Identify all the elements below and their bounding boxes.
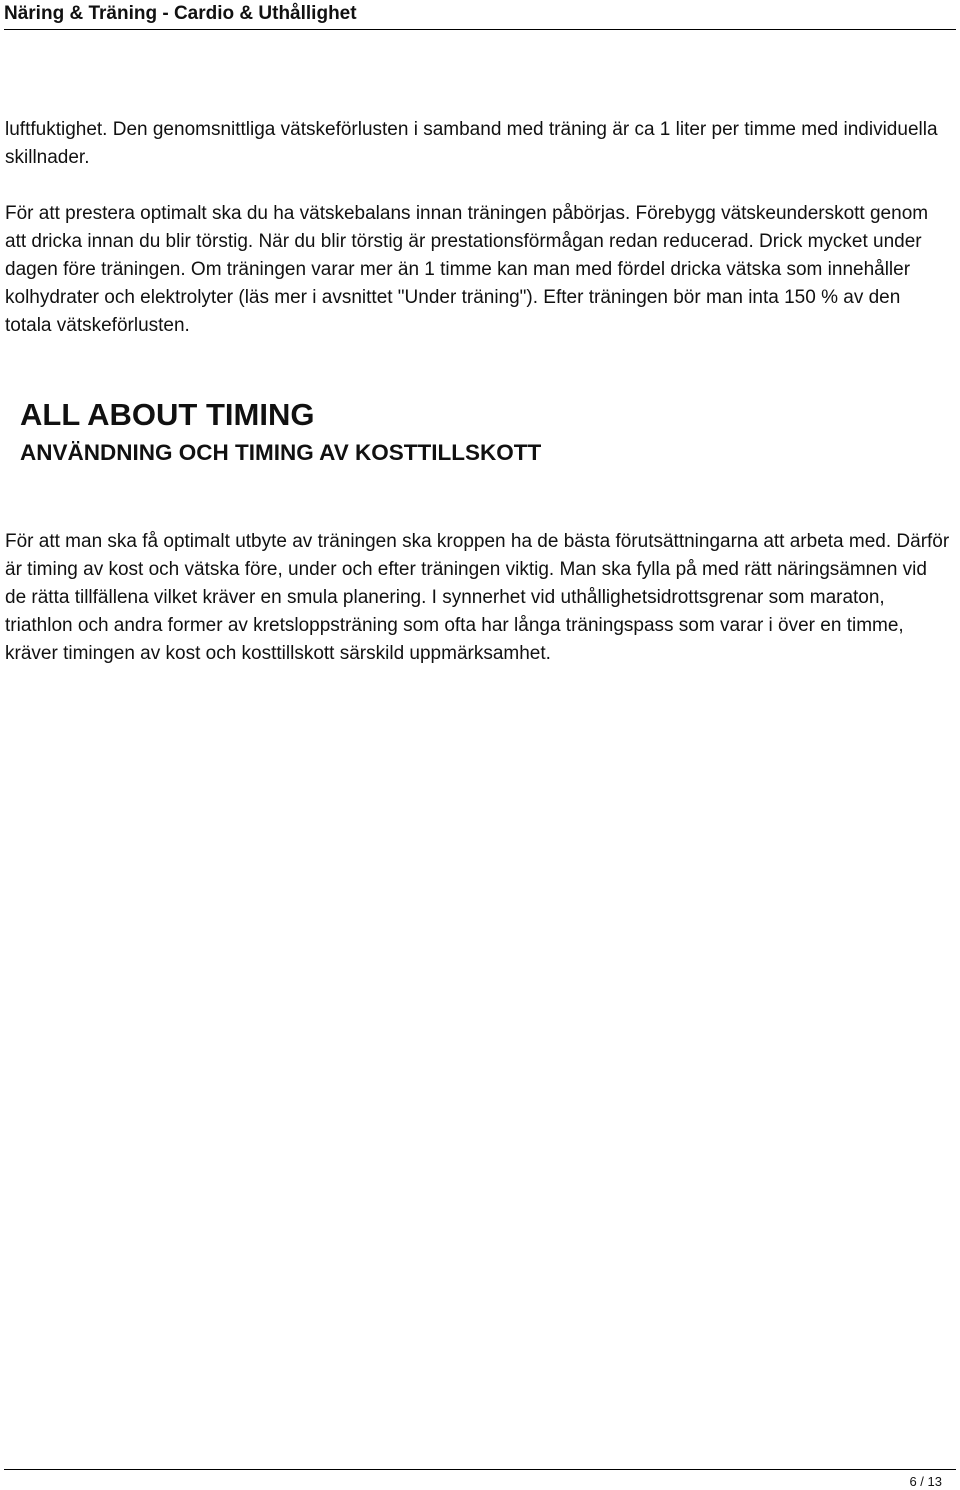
document-title: Näring & Träning - Cardio & Uthållighet (4, 3, 357, 24)
page-number: 6 / 13 (909, 1474, 942, 1489)
body-paragraph-fluid-loss: luftfuktighet. Den genomsnittliga vätskeförlusten i samband med träning är ca 1 liter per timme med individuella skillnader. (5, 119, 938, 168)
footer-divider (4, 1469, 956, 1470)
body-paragraph-hydration: För att prestera optimalt ska du ha vätskebalans innan träningen påbörjas. Förebygg vätskeunderskott genom att dricka innan du blir törstig. När du blir törstig är prestationsförmågan redan reducerad. Drick mycket under dagen före träningen. Om träningen varar mer än 1 timme kan man med fördel dricka vätska som innehåller kolhydrater och elektrolyter (läs mer i avsnittet "Under träning"). Efter träningen bör man inta 150 % av den totala vätskeförlusten. (5, 203, 929, 336)
section-subtitle: ANVÄNDNING OCH TIMING AV KOSTTILLSKOTT (20, 440, 542, 465)
section-title: ALL ABOUT TIMING (20, 397, 315, 432)
page-header (4, 0, 956, 30)
body-paragraph-timing: För att man ska få optimalt utbyte av träningen ska kroppen ha de bästa förutsättningarna att arbeta med. Därför är timing av kost och vätska före, under och efter träningen viktig. Man ska fylla på med rätt näringsämnen vid de rätta tillfällena vilket kräver en smula planering. I synnerhet vid uthållighetsidrottsgrenar som maraton, triathlon och andra former av kretsloppsträning som ofta har långa träningspass som varar i över en timme, kräver timingen av kost och kosttillskott särskild uppmärksamhet. (5, 531, 950, 664)
header-divider (4, 29, 956, 30)
